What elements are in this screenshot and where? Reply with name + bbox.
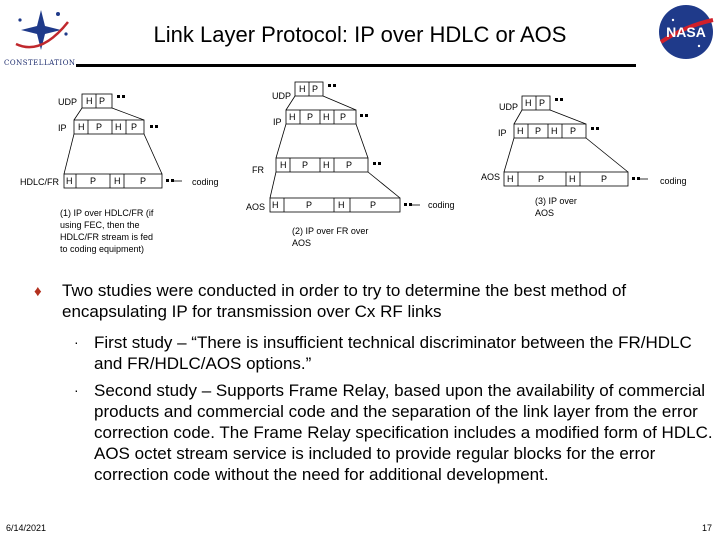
sub-bullet-1-text: First study – “There is insufficient technical discriminator between the FR/HDLC and FR/HDLC/AOS options.” bbox=[94, 333, 692, 373]
d1-udp-p: P bbox=[99, 96, 106, 106]
d2-udp-label: UDP bbox=[272, 91, 292, 101]
d2-ip-h2: H bbox=[323, 112, 330, 122]
sub-bullet-2-text: Second study – Supports Frame Relay, based upon the availability of commercial products and commercial code and the separation of the link layer from the error correction code. The Frame Relay specification includes a modified form of HDLC. AOS octet stream service is included to provide regular blocks for the error correction code without the need for additional development. bbox=[94, 381, 713, 484]
main-bullet bbox=[34, 280, 714, 322]
d2-fr-p1: P bbox=[302, 160, 309, 170]
d3-caption-2: AOS bbox=[535, 208, 555, 218]
d3-ip-h1: H bbox=[517, 126, 524, 136]
d3-aos-label: AOS bbox=[481, 172, 501, 182]
diamond-bullet-icon: ♦ bbox=[34, 283, 42, 300]
d2-aos-p1: P bbox=[306, 200, 313, 210]
d3-udp-h: H bbox=[525, 98, 532, 108]
d3-ip-label: IP bbox=[498, 128, 507, 138]
d1-hdlc-label: HDLC/FR bbox=[20, 177, 60, 187]
d3-aos-p1: P bbox=[538, 174, 545, 184]
d3-udp-p: P bbox=[539, 98, 546, 108]
d1-udp-label: UDP bbox=[58, 97, 78, 107]
slide-title: Link Layer Protocol: IP over HDLC or AOS bbox=[153, 22, 567, 47]
d2-ip-label: IP bbox=[273, 117, 282, 127]
main-bullet-text: Two studies were conducted in order to try to determine the best method of encapsulating IP for transmission over Cx RF links bbox=[62, 281, 627, 321]
d2-udp-p: P bbox=[312, 84, 319, 94]
d2-fr-label: FR bbox=[252, 165, 264, 175]
constellation-logo-text: CONSTELLATION bbox=[4, 59, 76, 67]
title-underline bbox=[76, 64, 636, 67]
dot-bullet-icon: · bbox=[74, 334, 79, 350]
d1-ip-p1: P bbox=[96, 122, 103, 132]
d1-udp-h: H bbox=[86, 96, 93, 106]
dot-bullet-icon: · bbox=[74, 382, 79, 398]
sub-bullet-1 bbox=[74, 332, 714, 374]
d3-caption-1: (3) IP over bbox=[535, 196, 577, 206]
d1-hdlc-h2: H bbox=[114, 176, 121, 186]
d2-fr-h1: H bbox=[280, 160, 287, 170]
d1-caption-4: to coding equipment) bbox=[60, 244, 145, 254]
d1-coding-label: coding bbox=[192, 177, 219, 187]
bullet-list bbox=[34, 280, 714, 485]
d2-aos-h2: H bbox=[338, 200, 345, 210]
d1-hdlc-p1: P bbox=[90, 176, 97, 186]
d2-coding-label: coding bbox=[428, 200, 455, 210]
d2-ip-p1: P bbox=[307, 112, 314, 122]
d2-fr-p2: P bbox=[346, 160, 353, 170]
d2-ip-p2: P bbox=[340, 112, 347, 122]
d2-caption-2: AOS bbox=[292, 238, 312, 248]
d1-hdlc-h1: H bbox=[66, 176, 73, 186]
d2-udp-h: H bbox=[299, 84, 306, 94]
d1-ip-h1: H bbox=[78, 122, 85, 132]
d2-caption-1: (2) IP over FR over bbox=[292, 226, 369, 236]
d1-caption-1: (1) IP over HDLC/FR (if bbox=[60, 208, 154, 218]
d2-ip-h1: H bbox=[289, 112, 296, 122]
d3-ip-h2: H bbox=[551, 126, 558, 136]
d3-aos-h1: H bbox=[507, 174, 514, 184]
d3-aos-p2: P bbox=[601, 174, 608, 184]
d1-ip-p2: P bbox=[131, 122, 138, 132]
d3-ip-p2: P bbox=[570, 126, 577, 136]
d3-ip-p1: P bbox=[535, 126, 542, 136]
d1-ip-h2: H bbox=[115, 122, 122, 132]
footer-page-number: 17 bbox=[701, 523, 712, 533]
d2-aos-h1: H bbox=[272, 200, 279, 210]
d3-udp-label: UDP bbox=[499, 102, 519, 112]
d1-caption-3: HDLC/FR stream is fed bbox=[60, 232, 154, 242]
d3-aos-h2: H bbox=[569, 174, 576, 184]
d1-hdlc-p2: P bbox=[140, 176, 147, 186]
sub-bullet-2 bbox=[74, 380, 714, 485]
d1-caption-2: using FEC, then the bbox=[60, 220, 140, 230]
d2-fr-h2: H bbox=[323, 160, 330, 170]
d2-aos-label: AOS bbox=[246, 202, 266, 212]
nasa-logo-text: NASA bbox=[666, 24, 706, 40]
d1-ip-label: IP bbox=[58, 123, 67, 133]
d3-coding-label: coding bbox=[660, 176, 687, 186]
d2-aos-p2: P bbox=[370, 200, 377, 210]
protocol-diagrams bbox=[0, 70, 720, 270]
footer-date: 6/14/2021 bbox=[6, 523, 47, 533]
